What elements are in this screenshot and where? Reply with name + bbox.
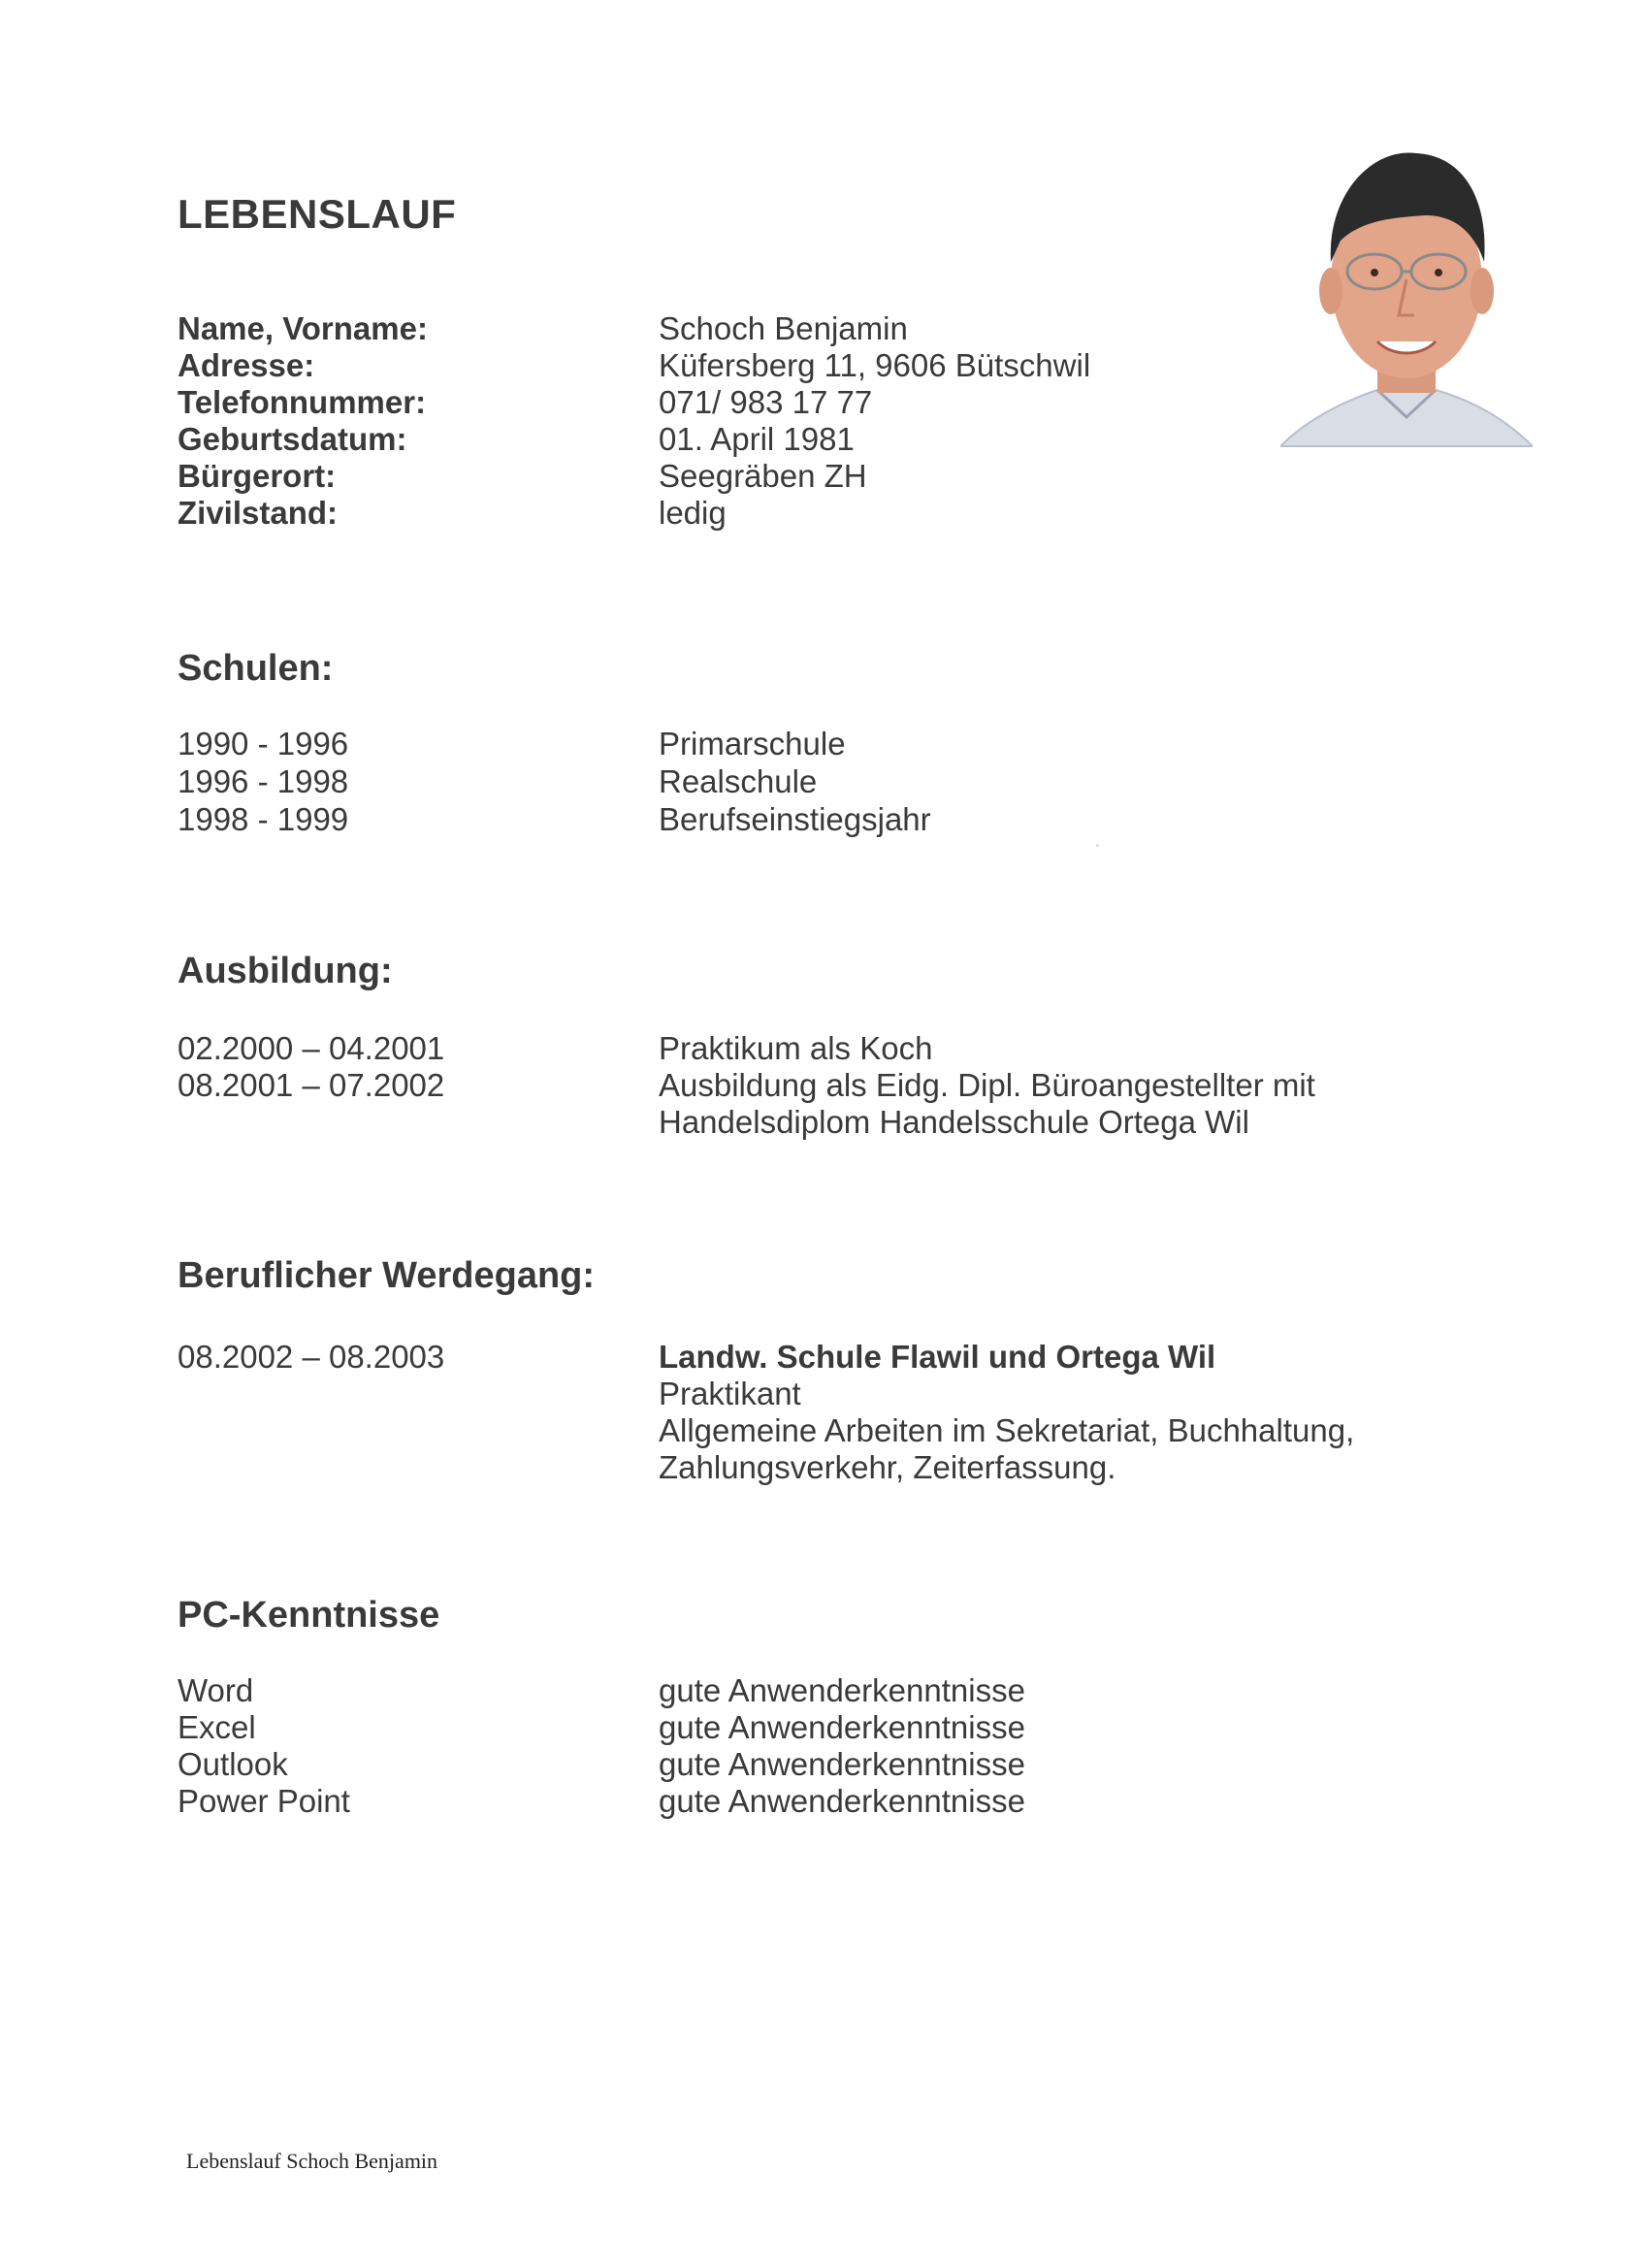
employer-name: Landw. Schule Flawil und Ortega Wil	[659, 1339, 1216, 1375]
training-line: Ausbildung als Eidg. Dipl. Büroangestellter mit	[659, 1067, 1315, 1103]
personal-value: 071/ 983 17 77	[659, 384, 873, 420]
personal-label: Adresse:	[178, 347, 315, 383]
skill-level: gute Anwenderkenntnisse	[659, 1783, 1025, 1819]
training-line: Handelsdiplom Handelsschule Ortega Wil	[659, 1104, 1249, 1140]
personal-value: Küfersberg 11, 9606 Bütschwil	[659, 347, 1091, 383]
personal-value: ledig	[659, 495, 727, 531]
school-name: Realschule	[659, 763, 818, 799]
skill-level: gute Anwenderkenntnisse	[659, 1672, 1025, 1708]
personal-label: Geburtsdatum:	[178, 421, 407, 457]
scan-speck	[1096, 844, 1099, 847]
period: 1990 - 1996	[178, 726, 349, 761]
section-heading-pc-kenntnisse: PC-Kenntnisse	[178, 1595, 440, 1636]
personal-label: Zivilstand:	[178, 495, 339, 531]
software-name: Word	[178, 1672, 254, 1708]
personal-label: Bürgerort:	[178, 458, 337, 494]
page-title: LEBENSLAUF	[178, 191, 457, 237]
personal-label: Name, Vorname:	[178, 310, 428, 346]
personal-value: 01. April 1981	[659, 421, 855, 457]
period: 1998 - 1999	[178, 801, 349, 837]
section-heading-werdegang: Beruflicher Werdegang:	[178, 1255, 596, 1296]
period: 1996 - 1998	[178, 763, 349, 799]
software-name: Excel	[178, 1709, 256, 1745]
section-heading-ausbildung: Ausbildung:	[178, 951, 393, 991]
personal-label: Telefonnummer:	[178, 384, 427, 420]
training-description	[659, 1067, 1315, 1141]
software-name: Outlook	[178, 1746, 288, 1782]
portrait-photo	[1280, 126, 1533, 452]
period: 08.2002 – 08.2003	[178, 1339, 445, 1375]
personal-value: Schoch Benjamin	[659, 310, 908, 346]
page-footer: Lebenslauf Schoch Benjamin	[186, 2149, 438, 2173]
portrait-icon	[1280, 126, 1533, 452]
period: 02.2000 – 04.2001	[178, 1030, 445, 1066]
job-role: Praktikant	[659, 1376, 801, 1411]
software-name: Power Point	[178, 1783, 350, 1819]
section-heading-schulen: Schulen:	[178, 648, 334, 689]
personal-value: Seegräben ZH	[659, 458, 867, 494]
school-name: Berufseinstiegsjahr	[659, 801, 931, 837]
job-description-line: Allgemeine Arbeiten im Sekretariat, Buchhaltung,	[659, 1412, 1355, 1448]
training-description: Praktikum als Koch	[659, 1030, 933, 1066]
skill-level: gute Anwenderkenntnisse	[659, 1709, 1025, 1745]
school-name: Primarschule	[659, 726, 846, 761]
period: 08.2001 – 07.2002	[178, 1067, 445, 1103]
job-details	[659, 1339, 1354, 1486]
skill-level: gute Anwenderkenntnisse	[659, 1746, 1025, 1782]
job-description-line: Zahlungsverkehr, Zeiterfassung.	[659, 1449, 1116, 1485]
